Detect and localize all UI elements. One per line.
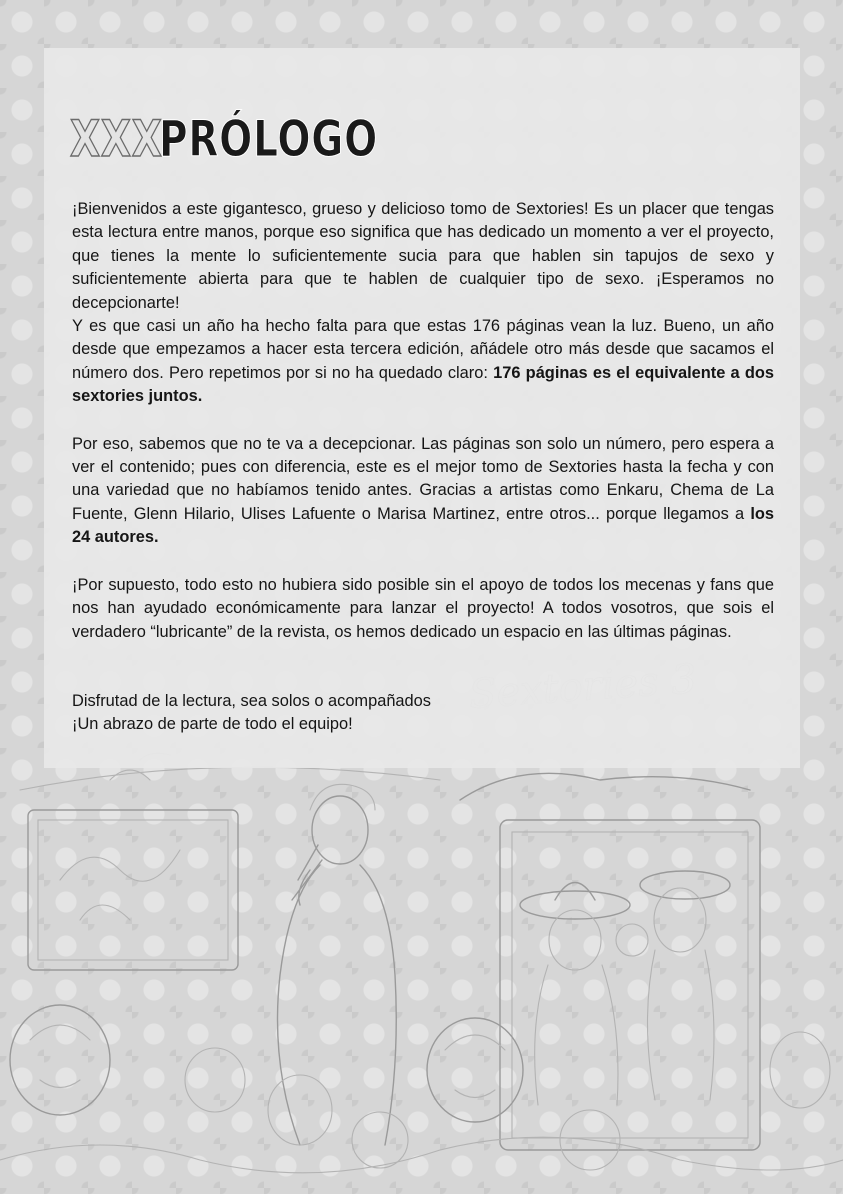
paragraph-welcome: ¡Bienvenidos a este gigantesco, grueso y delicioso tomo de Sextories! Es un placer que tengas esta lectura entre manos, porque eso significa que has dedicado un momento a ver el proyecto, que tienes la mente lo suficientemente sucia para que hablen sin tapujos de sexo y suficientemente abierta para que te hablen de cualquier tipo de sexo. ¡Esperamos no decepcionarte! <box>72 200 774 312</box>
page-title <box>70 104 430 174</box>
paragraph-pages <box>72 315 774 409</box>
paragraph-thanks: ¡Por supuesto, todo esto no hubiera sido posible sin el apoyo de todos los mecenas y fans que nos han ayudado económicamente para lanzar el proyecto! A todos vosotros, que sois el verdadero “lubricante” de la revista, os hemos dedicado un espacio en las últimas páginas. <box>72 575 774 641</box>
closing-line-2: ¡Un abrazo de parte de todo el equipo! <box>72 715 353 734</box>
prologue-body <box>72 198 774 737</box>
closing-line-1: Disfrutad de la lectura, sea solos o acompañados <box>72 691 431 710</box>
title-main: PRÓLOGO <box>158 110 378 168</box>
paragraph-content <box>72 433 774 550</box>
title-prefix: XXX <box>70 110 163 168</box>
paragraph-content-text: Por eso, sabemos que no te va a decepcionar. Las páginas son solo un número, pero espera a ver el contenido; pues con diferencia, este es el mejor tomo de Sextories hasta la fecha y con una variedad que no habíamos tenido antes. Gracias a artistas como Enkaru, Chema de La Fuente, Glenn Hilario, Ulises Lafuente o Marisa Martinez, entre otros... porque llegamos a <box>72 434 774 523</box>
paragraph-pages-text: Y es que casi un año ha hecho falta para que estas 176 páginas vean la luz. Bueno, un año desde que empezamos a hacer esta tercera edición, añádele otro más desde que sacamos el número dos. Pero repetimos por si no ha quedado claro: <box>72 317 774 382</box>
paragraph-content-bold: los 24 autores. <box>72 504 774 547</box>
paragraph-pages-bold: 176 páginas es el equivalente a dos sextories juntos. <box>72 363 775 406</box>
